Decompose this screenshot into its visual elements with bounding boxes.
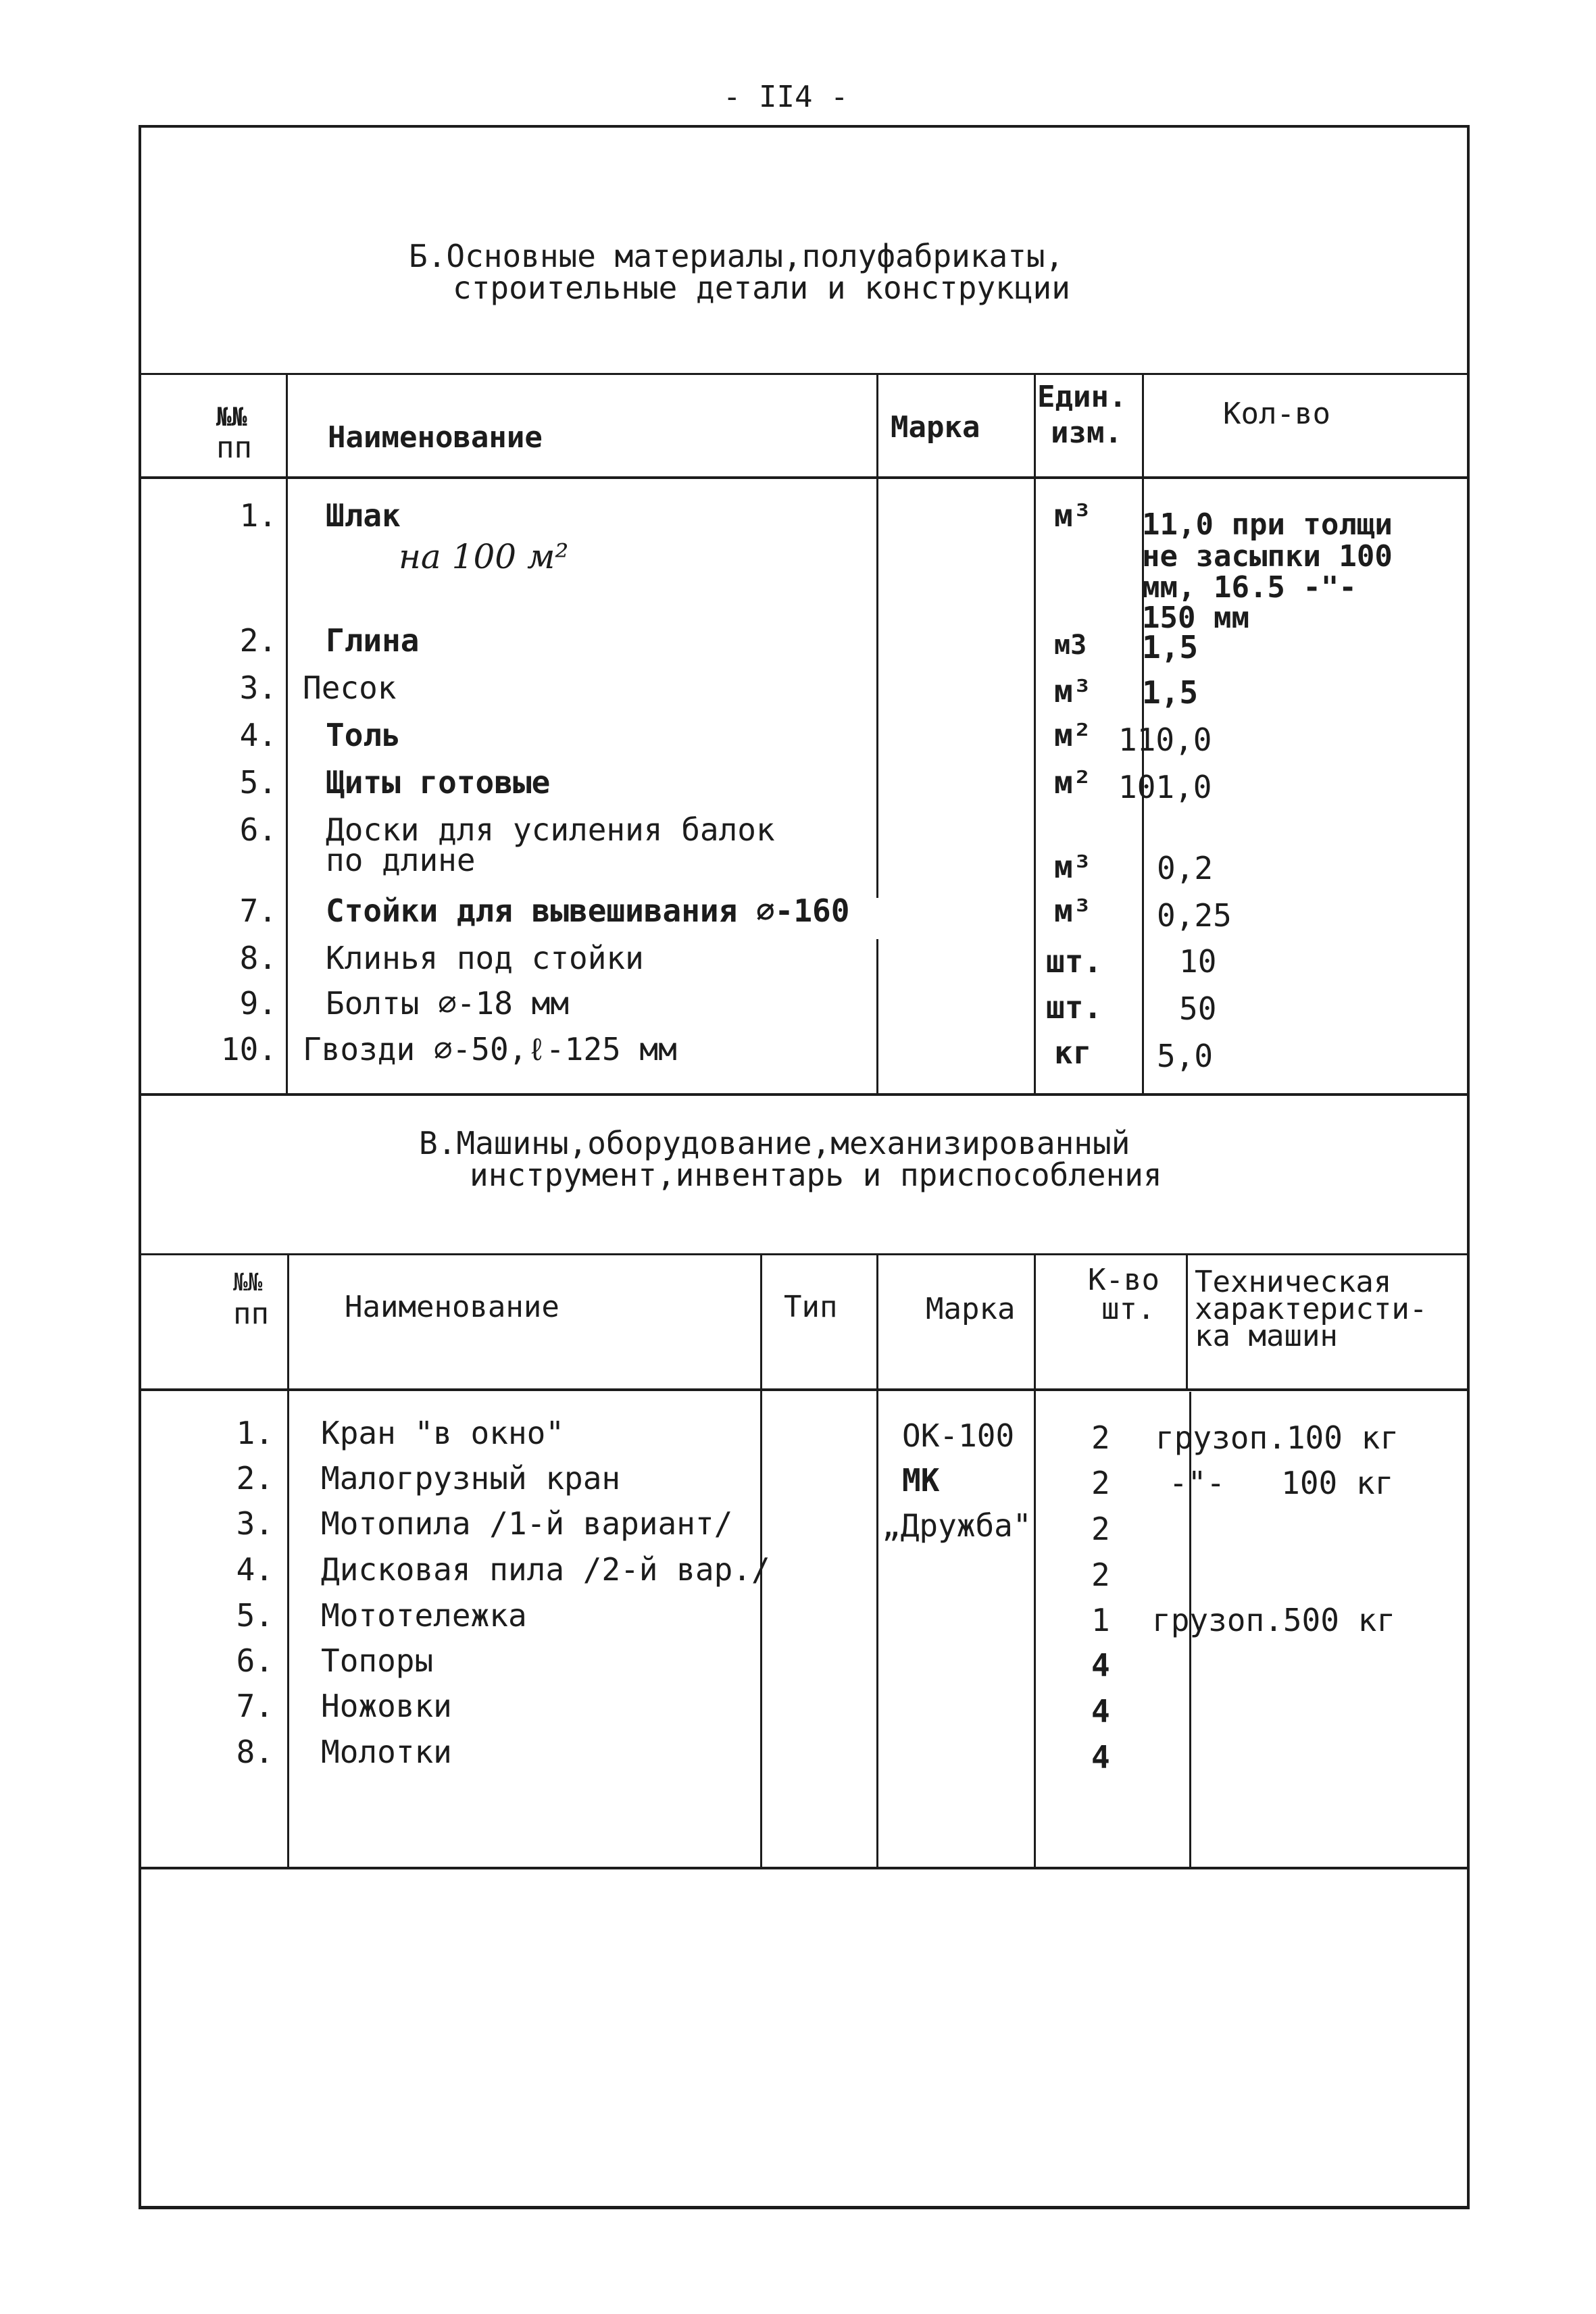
row-number: 5. xyxy=(236,1597,274,1634)
row-name: Клинья под стойки xyxy=(326,940,644,976)
row-qty: 1,5 xyxy=(1142,629,1199,665)
row-name: Песок xyxy=(303,670,397,706)
header-unit-2: изм. xyxy=(1051,416,1122,450)
row-brand: ОК-100 xyxy=(902,1417,1015,1454)
section-v-title-line2: инструмент,инвентарь и приспособления xyxy=(470,1157,1162,1193)
row-number: 4. xyxy=(239,717,277,753)
row-number: 3. xyxy=(239,670,277,706)
row-qty: 2 xyxy=(1091,1419,1110,1456)
row-name: Толь xyxy=(326,717,401,753)
row-qty: 10 xyxy=(1179,943,1217,980)
row-qty: 0,25 xyxy=(1157,897,1232,934)
page-number: - II4 - xyxy=(723,80,849,114)
row-unit: кг xyxy=(1054,1034,1092,1071)
header-qty: Кол-во xyxy=(1223,397,1330,431)
row-qty: 101,0 xyxy=(1118,769,1212,805)
row-qty: 2 xyxy=(1091,1511,1110,1547)
row-unit: м³ xyxy=(1054,892,1092,929)
header-spec-3: ка машин xyxy=(1195,1319,1338,1353)
section-b-title-line1: Б.Основные материалы,полуфабрикаты, xyxy=(409,238,1064,274)
row-brand: „Дружба" xyxy=(882,1507,1032,1544)
row-name: Малогрузный кран xyxy=(321,1460,621,1496)
header-brand: Марка xyxy=(926,1292,1016,1326)
row-number: 7. xyxy=(239,892,277,929)
row-qty: 4 xyxy=(1091,1693,1110,1730)
row-unit: м³ xyxy=(1054,497,1092,534)
header-num: №№ xyxy=(216,402,247,432)
header-type: Тип xyxy=(784,1290,838,1324)
row-name: Кран "в окно" xyxy=(321,1415,565,1451)
row-number: 2. xyxy=(236,1460,274,1496)
row-qty: 4 xyxy=(1091,1647,1110,1684)
row-qty: 110,0 xyxy=(1118,722,1212,758)
header-name: Наименование xyxy=(345,1290,559,1324)
row-number: 8. xyxy=(236,1734,274,1770)
row-unit: м³ xyxy=(1054,673,1092,709)
row-spec: грузоп.500 кг xyxy=(1152,1602,1396,1638)
row-name: Молотки xyxy=(321,1734,452,1770)
row-qty: 0,2 xyxy=(1157,850,1214,886)
row-number: 6. xyxy=(239,811,277,848)
row-unit: шт. xyxy=(1046,943,1103,980)
row-number: 2. xyxy=(239,622,277,659)
header-name: Наименование xyxy=(328,420,543,455)
header-qty-1: К-во xyxy=(1088,1263,1159,1297)
row-name: Болты ∅-18 мм xyxy=(326,985,570,1022)
row-unit: м³ xyxy=(1054,849,1092,885)
header-brand: Марка xyxy=(891,410,980,445)
row-number: 3. xyxy=(236,1505,274,1542)
row-name: Глина xyxy=(326,622,420,659)
row-unit: м3 xyxy=(1054,630,1087,661)
header-num-2: пп xyxy=(233,1297,269,1331)
row-qty: 50 xyxy=(1179,990,1217,1027)
header-spec-1: Техническая xyxy=(1195,1265,1392,1299)
row-number: 8. xyxy=(239,940,277,976)
row-qty-line3: мм, 16.5 -"- xyxy=(1142,570,1357,605)
row-number: 10. xyxy=(220,1031,277,1067)
row-number: 1. xyxy=(236,1415,274,1451)
row-number: 6. xyxy=(236,1642,274,1679)
row-qty-line1: 11,0 при толщи xyxy=(1142,507,1393,542)
section-v-title-line1: В.Машины,оборудование,механизированный xyxy=(419,1125,1130,1161)
row-unit: шт. xyxy=(1046,989,1103,1026)
section-b-title-line2: строительные детали и конструкции xyxy=(453,270,1070,306)
row-qty: 1,5 xyxy=(1142,674,1199,711)
row-qty-line2: не засыпки 100 xyxy=(1142,539,1393,574)
row-name: Доски для усиления балок xyxy=(326,811,775,848)
row-name: Ножовки xyxy=(321,1688,452,1724)
row-qty: 2 xyxy=(1091,1465,1110,1501)
row-name-2: по длине xyxy=(326,842,476,878)
row-brand: МК xyxy=(902,1462,940,1499)
header-num-2: пп xyxy=(216,430,252,465)
row-name: Шлак xyxy=(326,497,401,534)
row-qty: 2 xyxy=(1091,1557,1110,1593)
row-number: 7. xyxy=(236,1688,274,1724)
row-unit: м² xyxy=(1054,717,1092,753)
row-name: Гвозди ∅-50,ℓ-125 мм xyxy=(303,1031,677,1067)
row-qty-line4: 150 мм xyxy=(1142,601,1249,635)
row-number: 4. xyxy=(236,1551,274,1588)
row-name: Топоры xyxy=(321,1642,434,1679)
header-spec-2: характеристи- xyxy=(1195,1292,1428,1326)
header-qty-2: шт. xyxy=(1101,1292,1155,1326)
row-name: Щиты готовые xyxy=(326,764,551,801)
row-name: Мототележка xyxy=(321,1597,527,1634)
row-number: 5. xyxy=(239,764,277,801)
row-spec: грузоп.100 кг xyxy=(1155,1419,1399,1456)
row-spec: -"- 100 кг xyxy=(1169,1465,1394,1501)
row-name: Мотопила /1-й вариант/ xyxy=(321,1505,733,1542)
row-note: на 100 м² xyxy=(399,537,569,576)
header-unit-1: Един. xyxy=(1037,380,1127,414)
row-number: 9. xyxy=(239,985,277,1022)
row-qty: 4 xyxy=(1091,1739,1110,1776)
row-name: Дисковая пила /2-й вар./ xyxy=(321,1551,770,1588)
row-unit: м² xyxy=(1054,764,1092,801)
row-name: Стойки для вывешивания ∅-160 xyxy=(326,892,850,929)
row-qty: 5,0 xyxy=(1157,1038,1214,1074)
row-number: 1. xyxy=(239,497,277,534)
header-num: №№ xyxy=(233,1269,263,1297)
row-qty: 1 xyxy=(1091,1602,1110,1638)
